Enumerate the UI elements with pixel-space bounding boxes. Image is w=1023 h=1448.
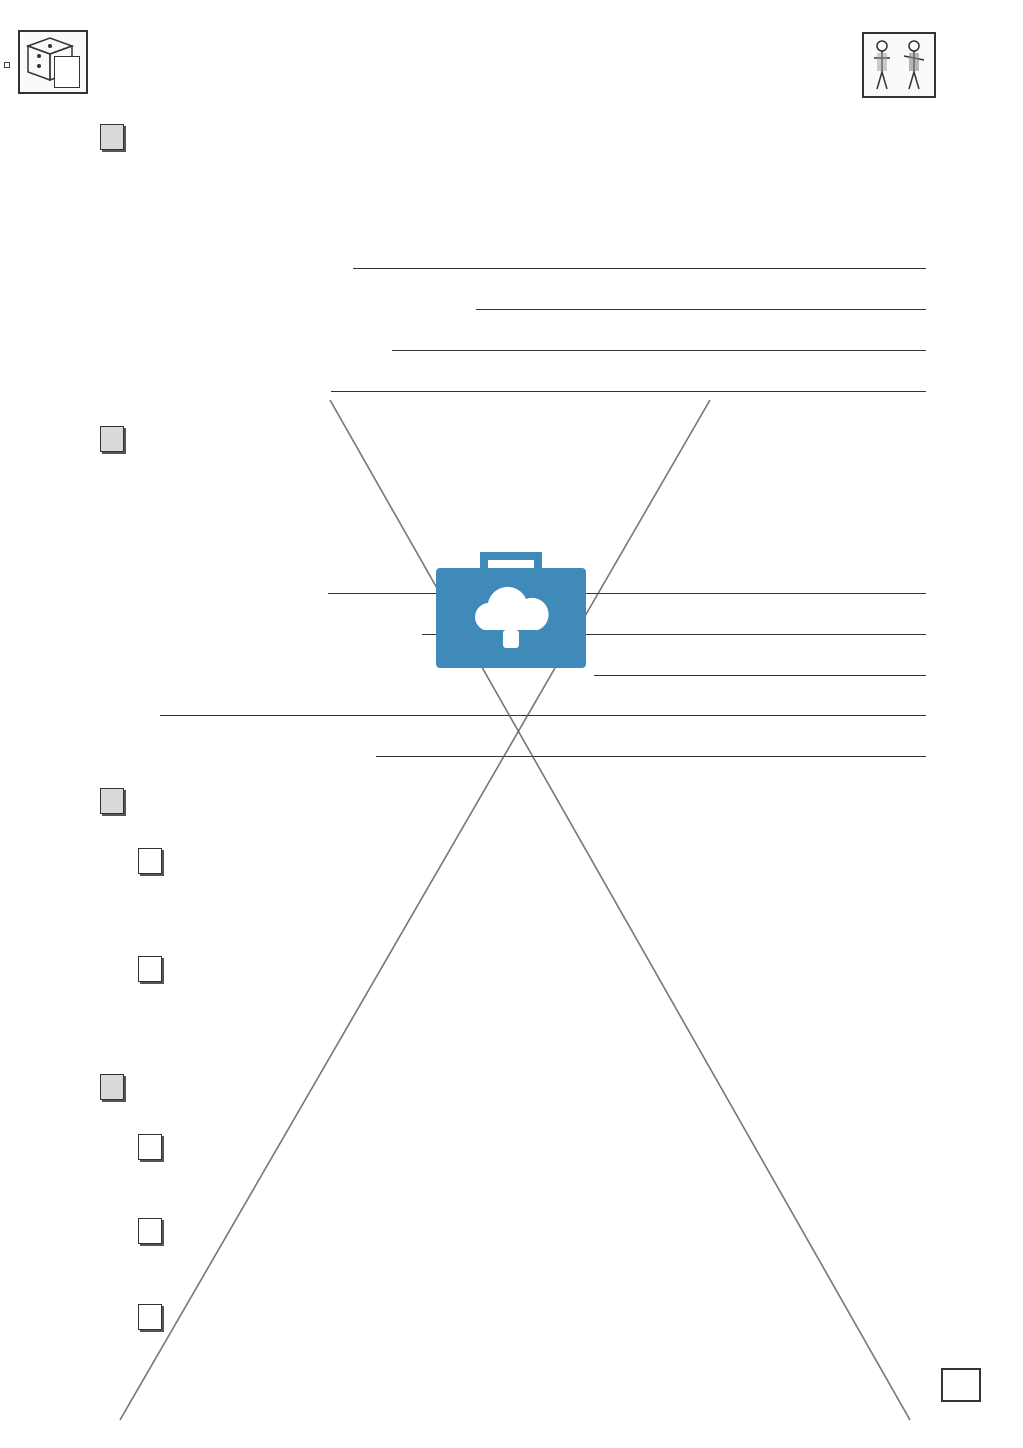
briefcase-cloud-icon bbox=[436, 552, 586, 668]
